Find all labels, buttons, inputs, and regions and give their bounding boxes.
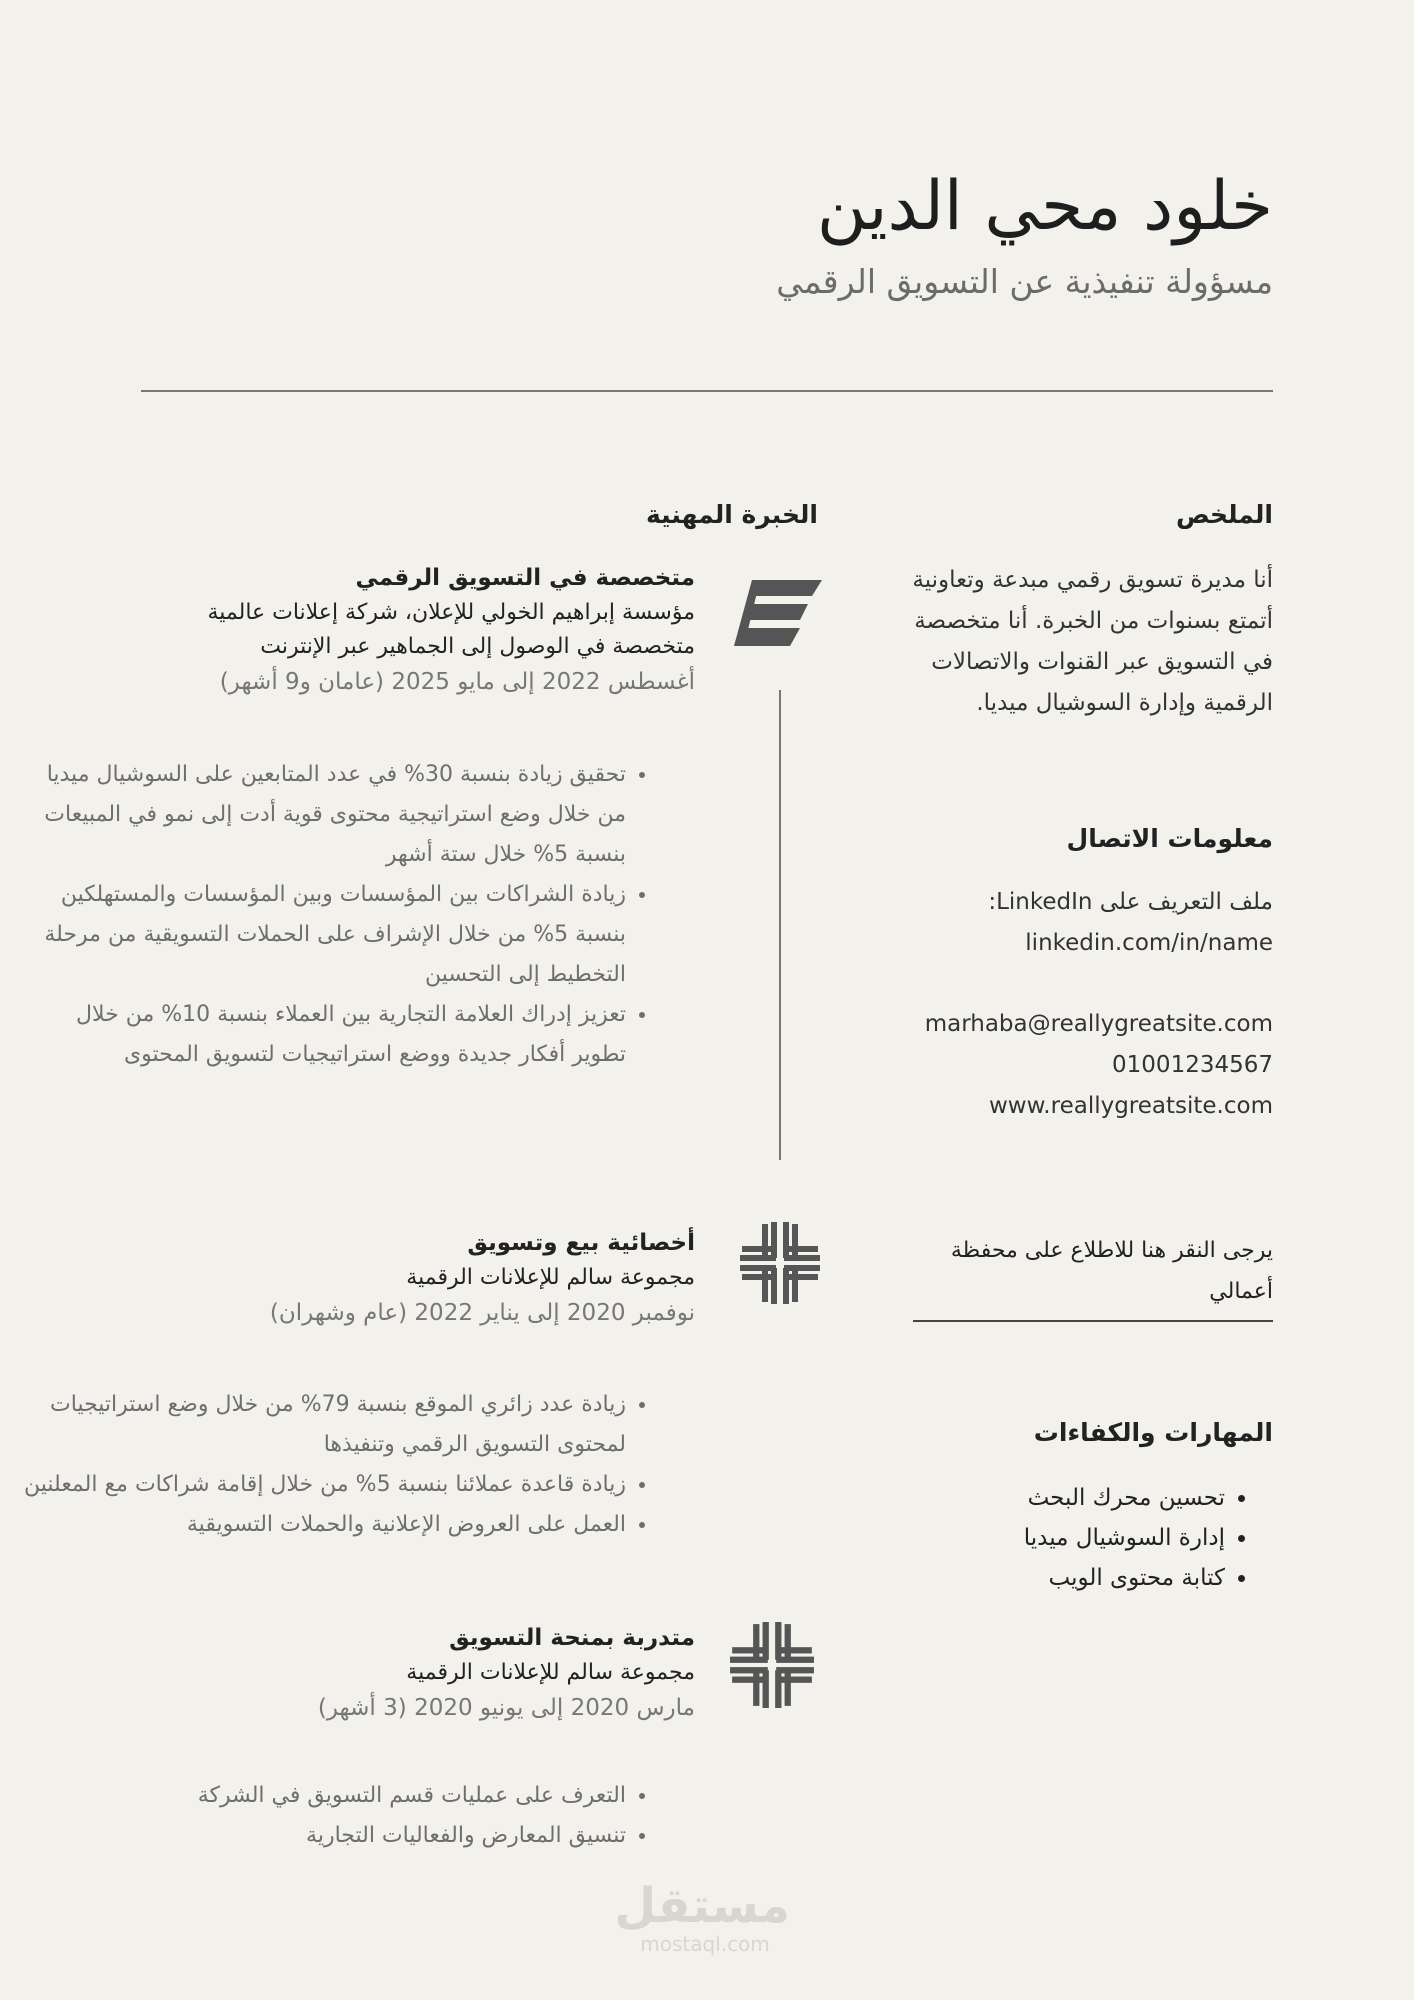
watermark-arabic: مستقل (614, 1878, 790, 1934)
job-entry-dates: مارس 2020 إلى يونيو 2020 (3 أشهر) (317, 1695, 695, 1721)
job-title: مسؤولة تنفيذية عن التسويق الرقمي (776, 262, 1273, 301)
company-e-logo-icon (732, 578, 824, 650)
linkedin-label: ملف التعريف على LinkedIn: (988, 889, 1273, 915)
job-achievements (16, 1776, 656, 1856)
summary-line: الرقمية وإدارة السوشيال ميديا. (976, 690, 1273, 716)
job-entry (105, 560, 695, 700)
portfolio-link-line: أعمالي (1209, 1279, 1273, 1304)
summary-line: في التسويق عبر القنوات والاتصالات (931, 649, 1273, 675)
watermark-latin: mostaql.com (640, 1932, 770, 1956)
job-entry-company: مجموعة سالم للإعلانات الرقمية (406, 1265, 695, 1290)
summary-line: أنا مديرة تسويق رقمي مبدعة وتعاونية (912, 567, 1273, 593)
achievement-item: • تنسيق المعارض والفعاليات التجارية (16, 1816, 626, 1856)
achievement-item: • تحقيق زيادة بنسبة 30% في عدد المتابعين على السوشيال ميديا من خلال وضع استراتيجية محتوى قوية أدت إلى نمو في المبيعات بنسبة 5% خلال ستة أشهر (16, 755, 626, 875)
header-divider (141, 390, 1273, 392)
job-achievements (16, 1385, 656, 1545)
email-link[interactable]: marhaba@reallygreatsite.com (924, 1011, 1273, 1037)
skills-list (843, 1478, 1273, 1598)
skill-item: • إدارة السوشيال ميديا (843, 1518, 1225, 1558)
timeline-line (779, 690, 781, 1160)
achievement-item: • زيادة الشراكات بين المؤسسات وبين المؤسسات والمستهلكين بنسبة 5% من خلال الإشراف على الحملات التسويقية من مرحلة التخطيط إلى التحسين (16, 875, 626, 995)
portfolio-link-line: يرجى النقر هنا للاطلاع على محفظة (950, 1238, 1273, 1263)
job-entry-dates: نوفمبر 2020 إلى يناير 2022 (عام وشهران) (269, 1300, 695, 1326)
experience-heading: الخبرة المهنية (646, 500, 818, 529)
contact-heading: معلومات الاتصال (1066, 824, 1273, 853)
skill-item: • كتابة محتوى الويب (843, 1558, 1225, 1598)
job-entry-company: مجموعة سالم للإعلانات الرقمية (406, 1660, 695, 1685)
job-entry (105, 1620, 695, 1726)
contact-info (843, 882, 1273, 1127)
phone-number[interactable]: 01001234567 (1112, 1052, 1273, 1078)
grid-logo-icon (740, 1222, 820, 1304)
achievement-item: • زيادة عدد زائري الموقع بنسبة 79% من خلال وضع استراتيجيات لمحتوى التسويق الرقمي وتنفيذها (16, 1385, 626, 1465)
website-link[interactable]: www.reallygreatsite.com (988, 1093, 1273, 1119)
job-entry-title: متخصصة في التسويق الرقمي (355, 565, 695, 591)
achievement-item: • العمل على العروض الإعلانية والحملات التسويقية (16, 1505, 626, 1545)
job-achievements (16, 755, 656, 1075)
skill-item: • تحسين محرك البحث (843, 1478, 1225, 1518)
job-entry-company: مؤسسة إبراهيم الخولي للإعلان، شركة إعلانات عالمية (207, 600, 695, 625)
watermark-logo (614, 1878, 790, 1956)
job-entry-dates: أغسطس 2022 إلى مايو 2025 (عامان و9 أشهر) (219, 669, 695, 695)
job-entry-title: أخصائية بيع وتسويق (467, 1230, 695, 1256)
achievement-item: • تعزيز إدراك العلامة التجارية بين العملاء بنسبة 10% من خلال تطوير أفكار جديدة ووضع استراتيجيات لتسويق المحتوى (16, 995, 626, 1075)
job-entry (105, 1225, 695, 1331)
summary-heading: الملخص (1175, 500, 1273, 529)
achievement-item: • التعرف على عمليات قسم التسويق في الشركة (16, 1776, 626, 1816)
grid-logo-icon (730, 1622, 814, 1708)
summary-text (843, 560, 1273, 724)
portfolio-link[interactable] (913, 1230, 1273, 1322)
job-entry-title: متدربة بمنحة التسويق (449, 1625, 695, 1651)
linkedin-link[interactable]: linkedin.com/in/name (1025, 930, 1273, 956)
skills-heading: المهارات والكفاءات (1033, 1418, 1273, 1447)
achievement-item: • زيادة قاعدة عملائنا بنسبة 5% من خلال إقامة شراكات مع المعلنين (16, 1465, 626, 1505)
job-entry-company: متخصصة في الوصول إلى الجماهير عبر الإنترنت (260, 634, 695, 659)
summary-line: أتمتع بسنوات من الخبرة. أنا متخصصة (914, 608, 1273, 634)
candidate-name: خلود محي الدين (816, 167, 1273, 246)
